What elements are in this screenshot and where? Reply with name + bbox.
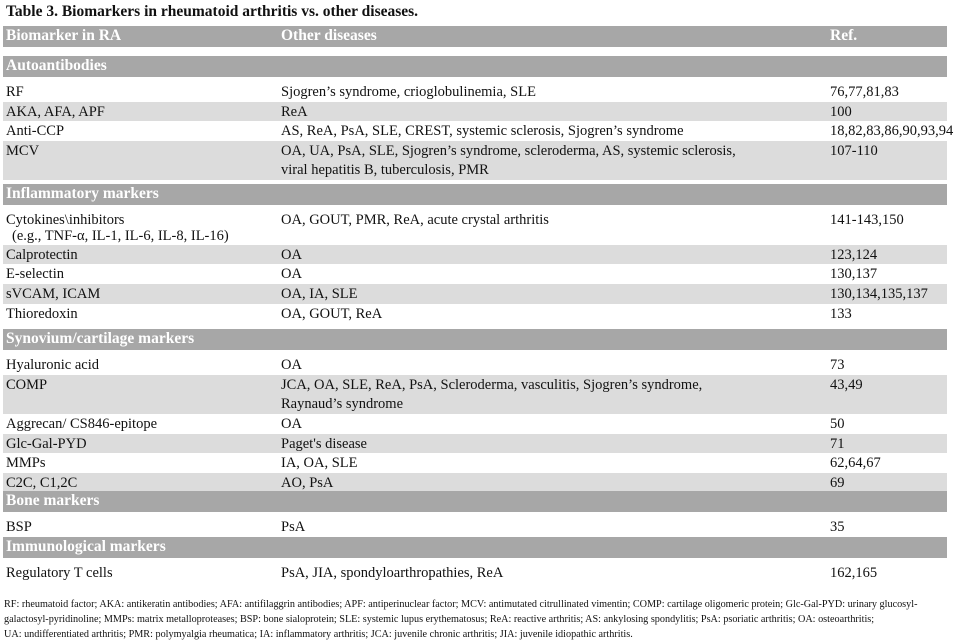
table-row	[3, 414, 947, 434]
biomarker-cell: sVCAM, ICAM	[6, 286, 101, 302]
table-row	[3, 517, 947, 537]
biomarker-cell: MCV	[6, 143, 40, 159]
diseases-cell: OA	[281, 416, 302, 432]
biomarker-cell: Calprotectin	[6, 247, 78, 263]
biomarker-cell	[6, 211, 276, 243]
abbreviations-footnote	[4, 597, 949, 642]
biomarker-subtext: (e.g., TNF-α, IL-1, IL-6, IL-8, IL-16)	[12, 228, 229, 244]
ref-cell: 162,165	[830, 565, 878, 581]
footnote-line: galactosyl-pyridinoline; MMPs: matrix metalloproteases; BSP: bone sialoprotein; SLE: systemic lupus erythematosus; ReA: reactive arthritis; AS: ankylosing spondylitis; PsA: psoriatic arthritis; OA: osteoarthritis;	[4, 614, 875, 625]
diseases-line: JCA, OA, SLE, ReA, PsA, Scleroderma, vasculitis, Sjogren’s syndrome,	[281, 377, 703, 393]
table-row	[3, 304, 947, 324]
biomarker-cell: Glc-Gal-PYD	[6, 436, 87, 452]
table-header	[3, 26, 947, 47]
diseases-cell: Paget's disease	[281, 436, 367, 452]
ref-cell: 35	[830, 519, 845, 535]
biomarker-name: Cytokines\inhibitors	[6, 212, 125, 228]
table-row	[3, 245, 947, 264]
section-label: Immunological markers	[6, 538, 166, 555]
header-other-diseases: Other diseases	[281, 27, 377, 44]
table-row	[3, 141, 947, 180]
ref-cell: 76,77,81,83	[830, 84, 899, 100]
section-inflammatory-markers	[3, 184, 947, 205]
diseases-cell: Sjogren’s syndrome, crioglobulinemia, SLE	[281, 84, 536, 100]
ref-cell: 62,64,67	[830, 455, 881, 471]
ref-cell: 130,134,135,137	[830, 286, 928, 302]
diseases-cell: OA	[281, 266, 302, 282]
ref-cell: 50	[830, 416, 845, 432]
diseases-line: OA, UA, PsA, SLE, Sjogren’s syndrome, scleroderma, AS, systemic sclerosis,	[281, 143, 736, 159]
biomarker-cell: Anti-CCP	[6, 123, 65, 139]
section-label: Synovium/cartilage markers	[6, 330, 195, 347]
diseases-cell	[281, 376, 811, 414]
diseases-cell: IA, OA, SLE	[281, 455, 358, 471]
section-bone-markers	[3, 491, 947, 512]
diseases-cell: PsA, JIA, spondyloarthropathies, ReA	[281, 565, 504, 581]
biomarker-cell: RF	[6, 84, 24, 100]
biomarker-cell: MMPs	[6, 455, 46, 471]
footnote-line: UA: undifferentiated arthritis; PMR: polymyalgia rheumatica; IA: inflammatory arthritis; JCA: juvenile chronic arthritis; JIA: juvenile idiopathic arthritis.	[4, 629, 633, 640]
ref-cell: 18,82,83,86,90,93,94	[830, 123, 954, 139]
biomarker-cell: COMP	[6, 377, 48, 393]
table-row	[3, 82, 947, 102]
table-row	[3, 375, 947, 414]
table-row	[3, 473, 947, 492]
diseases-cell: PsA	[281, 519, 306, 535]
ref-cell: 133	[830, 306, 852, 322]
table-row	[3, 264, 947, 284]
section-label: Autoantibodies	[6, 57, 107, 74]
diseases-cell: OA	[281, 247, 302, 263]
biomarker-cell: BSP	[6, 519, 32, 535]
biomarker-cell: Regulatory T cells	[6, 565, 113, 581]
section-synovium-cartilage-markers	[3, 329, 947, 350]
diseases-line: Raynaud’s syndrome	[281, 396, 404, 412]
section-label: Bone markers	[6, 492, 100, 509]
biomarker-cell: Aggrecan/ CS846-epitope	[6, 416, 158, 432]
ref-cell: 107-110	[830, 143, 878, 159]
ref-cell: 73	[830, 357, 845, 373]
section-autoantibodies	[3, 56, 947, 77]
ref-cell: 69	[830, 475, 845, 491]
diseases-cell: OA	[281, 357, 302, 373]
table-row	[3, 355, 947, 375]
table-row	[3, 121, 954, 141]
table-row	[3, 453, 947, 473]
section-immunological-markers	[3, 537, 947, 558]
ref-cell: 71	[830, 436, 845, 452]
table-row	[3, 210, 947, 245]
diseases-cell: ReA	[281, 104, 308, 120]
ref-cell: 123,124	[830, 247, 878, 263]
table-row	[3, 434, 947, 453]
biomarker-cell: Thioredoxin	[6, 306, 78, 322]
biomarker-cell: AKA, AFA, APF	[6, 104, 105, 120]
diseases-cell: AO, PsA	[281, 475, 334, 491]
diseases-cell: AS, ReA, PsA, SLE, CREST, systemic sclerosis, Sjogren’s syndrome	[281, 123, 684, 139]
diseases-cell: OA, GOUT, PMR, ReA, acute crystal arthritis	[281, 212, 549, 228]
biomarker-cell: E-selectin	[6, 266, 64, 282]
table-row	[3, 284, 947, 304]
diseases-line: viral hepatitis B, tuberculosis, PMR	[281, 162, 489, 178]
ref-cell: 43,49	[830, 377, 863, 393]
ref-cell: 141-143,150	[830, 212, 904, 228]
diseases-cell: OA, IA, SLE	[281, 286, 358, 302]
table-title: Table 3. Biomarkers in rheumatoid arthritis vs. other diseases.	[6, 3, 419, 20]
table-row	[3, 102, 947, 121]
biomarker-cell: Hyaluronic acid	[6, 357, 100, 373]
footnote-line: RF: rheumatoid factor; AKA: antikeratin antibodies; AFA: antifilaggrin antibodies; APF: antiperinuclear factor; MCV: antimutated citrullinated vimentin; COMP: cartilage oligomeric protein; Glc-Gal-PYD: urinary glucosyl-	[4, 599, 918, 610]
header-biomarker: Biomarker in RA	[6, 27, 122, 44]
section-label: Inflammatory markers	[6, 185, 159, 202]
biomarker-cell: C2C, C1,2C	[6, 475, 78, 491]
ref-cell: 130,137	[830, 266, 878, 282]
ref-cell: 100	[830, 104, 852, 120]
diseases-cell	[281, 142, 811, 180]
diseases-cell: OA, GOUT, ReA	[281, 306, 383, 322]
header-ref: Ref.	[830, 27, 858, 44]
table-row	[3, 563, 947, 583]
